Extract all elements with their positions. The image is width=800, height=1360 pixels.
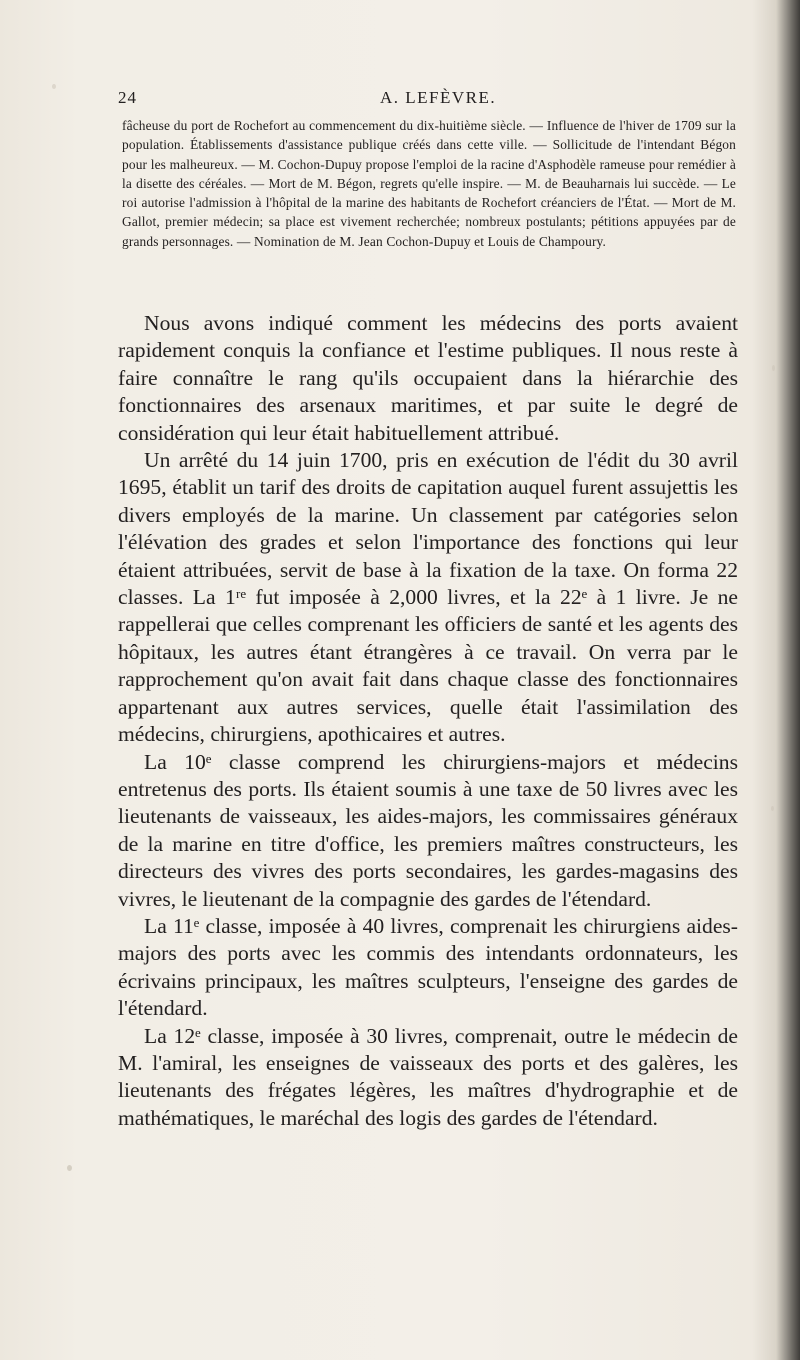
running-title: A. LEFÈVRE. [380,88,497,107]
paper-blemish [52,84,56,89]
paragraph-tenth-class: La 10ᵉ classe comprend les chirurgiens-majors et médecins entretenus des ports. Ils étaient soumis à une taxe de 50 livres avec les lieutenants de vaisseaux, les aides-majors, les commissaires généraux de la marine en titre d'office, les premiers maîtres constructeurs, les directeurs des vivres des ports secondaires, les gardes-magasins des vivres, le lieutenant de la compagnie des gardes de l'étendard. [118,749,738,911]
chapter-summary: fâcheuse du port de Rochefort au commencement du dix-huitième siècle. — Influence de l'hiver de 1709 sur la population. Établissements d'assistance publique créés dans cette ville. — Sollicitude de l'intendant Bégon pour les malheureux. — M. Cochon-Dupuy propose l'emploi de la racine d'Asphodèle rameuse pour remédier à la disette des céréales. — Mort de M. Bégon, regrets qu'elle inspire. — M. de Beauharnais lui succède. — Le roi autorise l'admission à l'hôpital de la marine des habitants de Rochefort créanciers de l'État. — Mort de M. Gallot, premier médecin; sa place est vivement recherchée; nombreux postulants; pétitions appuyées par de grands personnages. — Nomination de M. Jean Cochon-Dupuy et Louis de Champoury. [122,118,736,249]
paragraph-arrete: Un arrêté du 14 juin 1700, pris en exécution de l'édit du 30 avril 1695, établit un tarif des droits de capitation auquel furent assujettis les divers employés de la marine. Un classement par catégories selon l'élévation des grades et selon l'importance des fonctions qui leur étaient attribuées, servit de base à la fixation de la taxe. On forma 22 classes. La 1ʳᵉ fut imposée à 2,000 livres, et la 22ᵉ à 1 livre. Je ne rappellerai que celles comprenant les officiers de santé et les agents des hôpitaux, les autres étant étrangères à ce travail. On verra par le rapprochement qu'on avait fait dans chaque classe des fonctionnaires appartenant aux autres services, quelle était l'assimilation des médecins, chirurgiens, apothicaires et autres. [118,448,738,747]
paragraph-intro: Nous avons indiqué comment les médecins des ports avaient rapidement conquis la confiance et l'estime publiques. Il nous reste à faire connaître le rang qu'ils occupaient dans la hiérarchie des fonctionnaires des arsenaux maritimes, et par suite le degré de considération qui leur était habituellement attribué. [118,311,738,445]
paragraph-twelfth-class: La 12ᵉ classe, imposée à 30 livres, comprenait, outre le médecin de M. l'amiral, les enseignes de vaisseaux des ports et des galères, les lieutenants des frégates légères, les maîtres d'hydrographie et de mathématiques, le maréchal des logis des gardes de l'étendard. [118,1023,738,1130]
paper-blemish [771,806,774,811]
paragraph-eleventh-class: La 11ᵉ classe, imposée à 40 livres, comprenait les chirurgiens aides-majors des ports avec les commis des intendants ordonnateurs, les écrivains principaux, les maîtres sculpteurs, l'enseigne des gardes de l'étendard. [118,913,738,1021]
page-header [118,88,738,110]
paper-blemish [772,365,775,371]
paper-blemish [67,1165,72,1171]
body-text [118,310,738,1132]
page-number: 24 [118,88,137,107]
